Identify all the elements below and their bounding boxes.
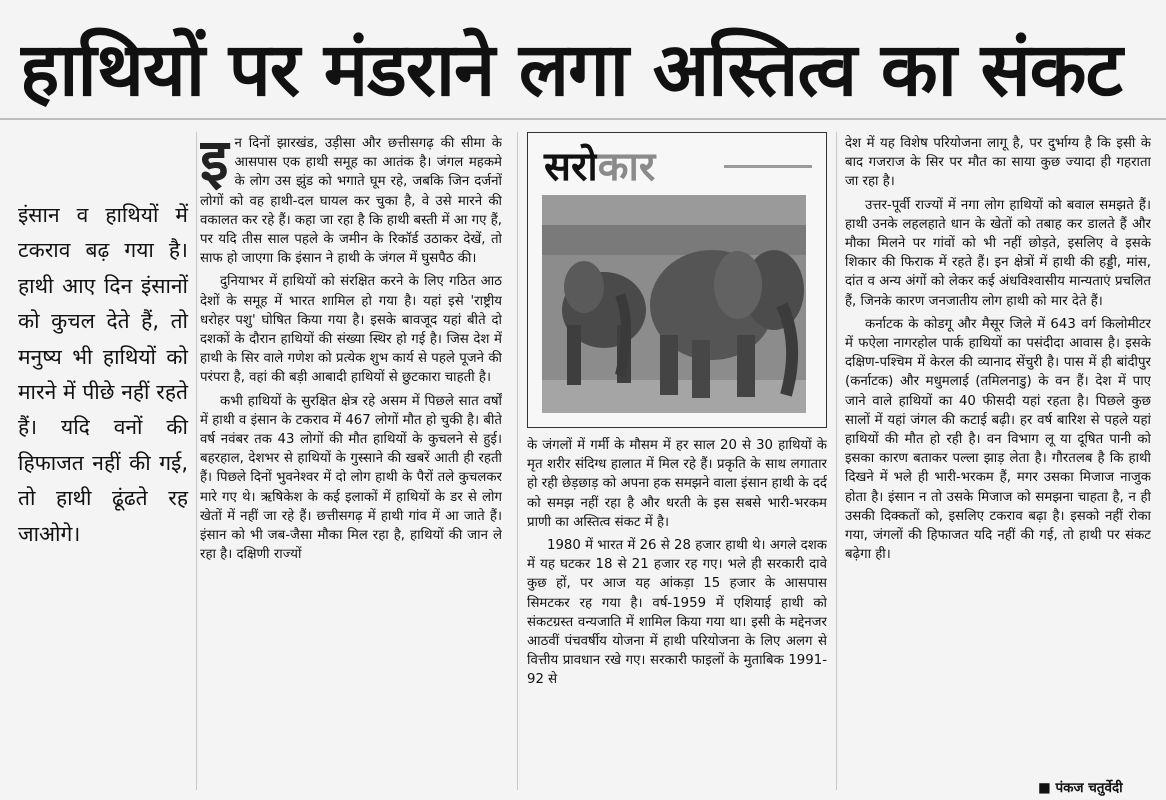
headline: हाथियों पर मंडराने लगा अस्तित्व का संकट <box>20 27 1122 113</box>
column-divider <box>517 132 518 790</box>
article-column-2 <box>527 436 827 784</box>
headline-divider <box>0 118 1166 120</box>
paragraph: के जंगलों में गर्मी के मौसम में हर साल 20 से 30 हाथियों के मृत शरीर संदिग्ध हालात में मिल रहे हैं। प्रकृति के साथ लगातार हो रही छेड़छाड़ को अपना हक समझने वाला इंसान हाथी के दर्द को समझ नहीं रहा है और धरती के इस सबसे भारी-भरकम प्राणी का अस्तित्व संकट में है। <box>527 438 827 530</box>
column-divider <box>836 132 837 790</box>
drop-cap: इ <box>200 134 229 194</box>
section-label-light: कार <box>597 144 656 190</box>
elephant-icon <box>542 195 806 413</box>
column-divider <box>196 132 197 790</box>
section-label-dark: सरो <box>544 144 598 190</box>
feature-box <box>527 132 827 428</box>
pull-quote: इंसान व हाथियों में टकराव बढ़ गया है। हाथी आए दिन इंसानों को कुचल देते हैं, तो मनुष्य भी हाथियों को मारने में पीछे नहीं रहते हैं। यदि वनों की हिफाजत नहीं की गई, तो हाथी ढूंढते रह जाओगे। <box>18 203 188 546</box>
paragraph: कर्नाटक के कोडगू और मैसूर जिले में 643 वर्ग किलोमीटर में फऐला नागरहोल पार्क हाथियों का पसंदीदा आवास है। इसके दक्षिण-पश्चिम में केरल की व्यानाद सेंचुरी है। पास में ही बांदीपुर (कर्नाटक) और मधुमलाई (तमिलनाडु) के वन हैं। देश में पाए जाने वाले हाथियों का 40 फीसदी यहां रहता है। पिछले कुछ सालों में यहां जंगल की कटाई बढ़ी। हर वर्ष बारिश से पहले यहां हाथियों की मौत हो रही है। वन विभाग लू या दूषित पानी को इसका कारण बताकर पल्ला झाड़ लेता है। गौरतलब है कि हाथी दिखने में भले ही भारी-भरकम हैं, मगर उसका मिजाज नाजुक होता है। इंसान न तो उसके मिजाज को समझना चाहता है, न ही उसकी दिक्कतों को, इसलिए टकराव बढ़ा है। इसको नहीं रोका गया, जंगलों की हिफाजत यदि नहीं की गई, तो हाथी पर संकट बढ़ेगा ही। <box>845 316 1151 563</box>
article-column-1 <box>200 134 502 784</box>
paragraph: 1980 में भारत में 26 से 28 हजार हाथी थे। अगले दशक में यह घटकर 18 से 21 हजार रह गए। भले ही सरकारी दावे कुछ हों, पर आज यह आंकड़ा 15 हजार के आसपास सिमटकर रह गया है। वर्ष-1959 में एशियाई हाथी को संकटग्रस्त वन्यजाति में शामिल किया गया था। इसी के मद्देनजर आठवीं पंचवर्षीय योजना में हाथी परियोजना के लिए अलग से वित्तीय प्रावधान रखे गए। सरकारी फाइलों के मुताबिक 1991-92 से <box>527 538 827 688</box>
paragraph: कभी हाथियों के सुरक्षित क्षेत्र रहे असम में पिछले सात वर्षों में हाथी व इंसान के टकराव में 467 लोगों मौत हो चुकी है। बीते वर्ष नवंबर तक 43 लोगों की मौत हाथियों के कुचलने से हुई। बहरहाल, देशभर से हाथियों के गुस्साने की खबरें आती ही रहती हैं। पिछले दिनों भुवनेश्वर में दो लोग हाथी के पैरों तले कुचलकर मारे गए थे। ऋषिकेश के कई इलाकों में हाथियों के डर से लोग खेतों में नहीं जा रहे हैं। छत्तीसगढ़ में हाथी गांव में आ जाते हैं। इंसान को भी जब-जैसा मौका मिल रहा है, हाथियों की जान ले रहा है। दक्षिणी राज्यों <box>200 393 502 563</box>
section-label-rule <box>724 165 812 168</box>
byline: ■ पंकज चतुर्वेदी <box>1038 780 1123 796</box>
paragraph: उत्तर-पूर्वी राज्यों में नगा लोग हाथियों को बवाल समझते हैं। हाथी उनके लहलहाते धान के खेतों को तबाह कर डालते हैं और मौका मिलने पर गांवों को भी नहीं छोड़ते, इसलिए वे इसके शिकार की फिराक में रहते हैं। इन क्षेत्रों में हाथी की हड्डी, मांस, दांत व अन्य अंगों को लेकर कई अंधविश्वासीय मान्यताएं प्रचलित हैं, जिनके कारण जनजातीय लोग हाथी को मार देते हैं। <box>845 197 1151 309</box>
article-column-3 <box>845 134 1151 770</box>
paragraph: दुनियाभर में हाथियों को संरक्षित करने के लिए गठित आठ देशों के समूह में भारत शामिल हो गया है। यहां इसे 'राष्ट्रीय धरोहर पशु' घोषित किया गया है। इसके बावजूद यहां बीते दो दशकों के दौरान हाथियों की संख्या स्थिर हो गई है। जिस देश में हाथी के सिर वाले गणेश को प्रत्येक शुभ कार्य से पहले पूजने की परंपरा है, वहां की बड़ी आबादी हाथियों से छुटकारा चाहती है। <box>200 274 502 386</box>
paragraph: न दिनों झारखंड, उड़ीसा और छत्तीसगढ़ की सीमा के आसपास एक हाथी समूह का आतंक है। जंगल महकमे के लोग उस झुंड को भगाते घूम रहे, जबकि जिन दर्जनों लोगों को वह हाथी-दल घायल कर चुका है, वे उसे मारने की वकालत कर रहे हैं। कहा जा रहा है कि हाथी बस्ती में आ गए हैं, पर यदि तीस साल पहले के जमीन के रिकॉर्ड उठाकर देखें, तो साफ हो जाएगा कि इंसान ने हाथी के जंगल में घुसपैठ की। <box>200 136 502 267</box>
section-label <box>544 137 655 197</box>
elephants-photo <box>542 195 806 413</box>
paragraph: देश में यह विशेष परियोजना लागू है, पर दुर्भाग्य है कि इसी के बाद गजराज के सिर पर मौत का साया कुछ ज्यादा ही गहराता जा रहा है। <box>845 136 1151 190</box>
